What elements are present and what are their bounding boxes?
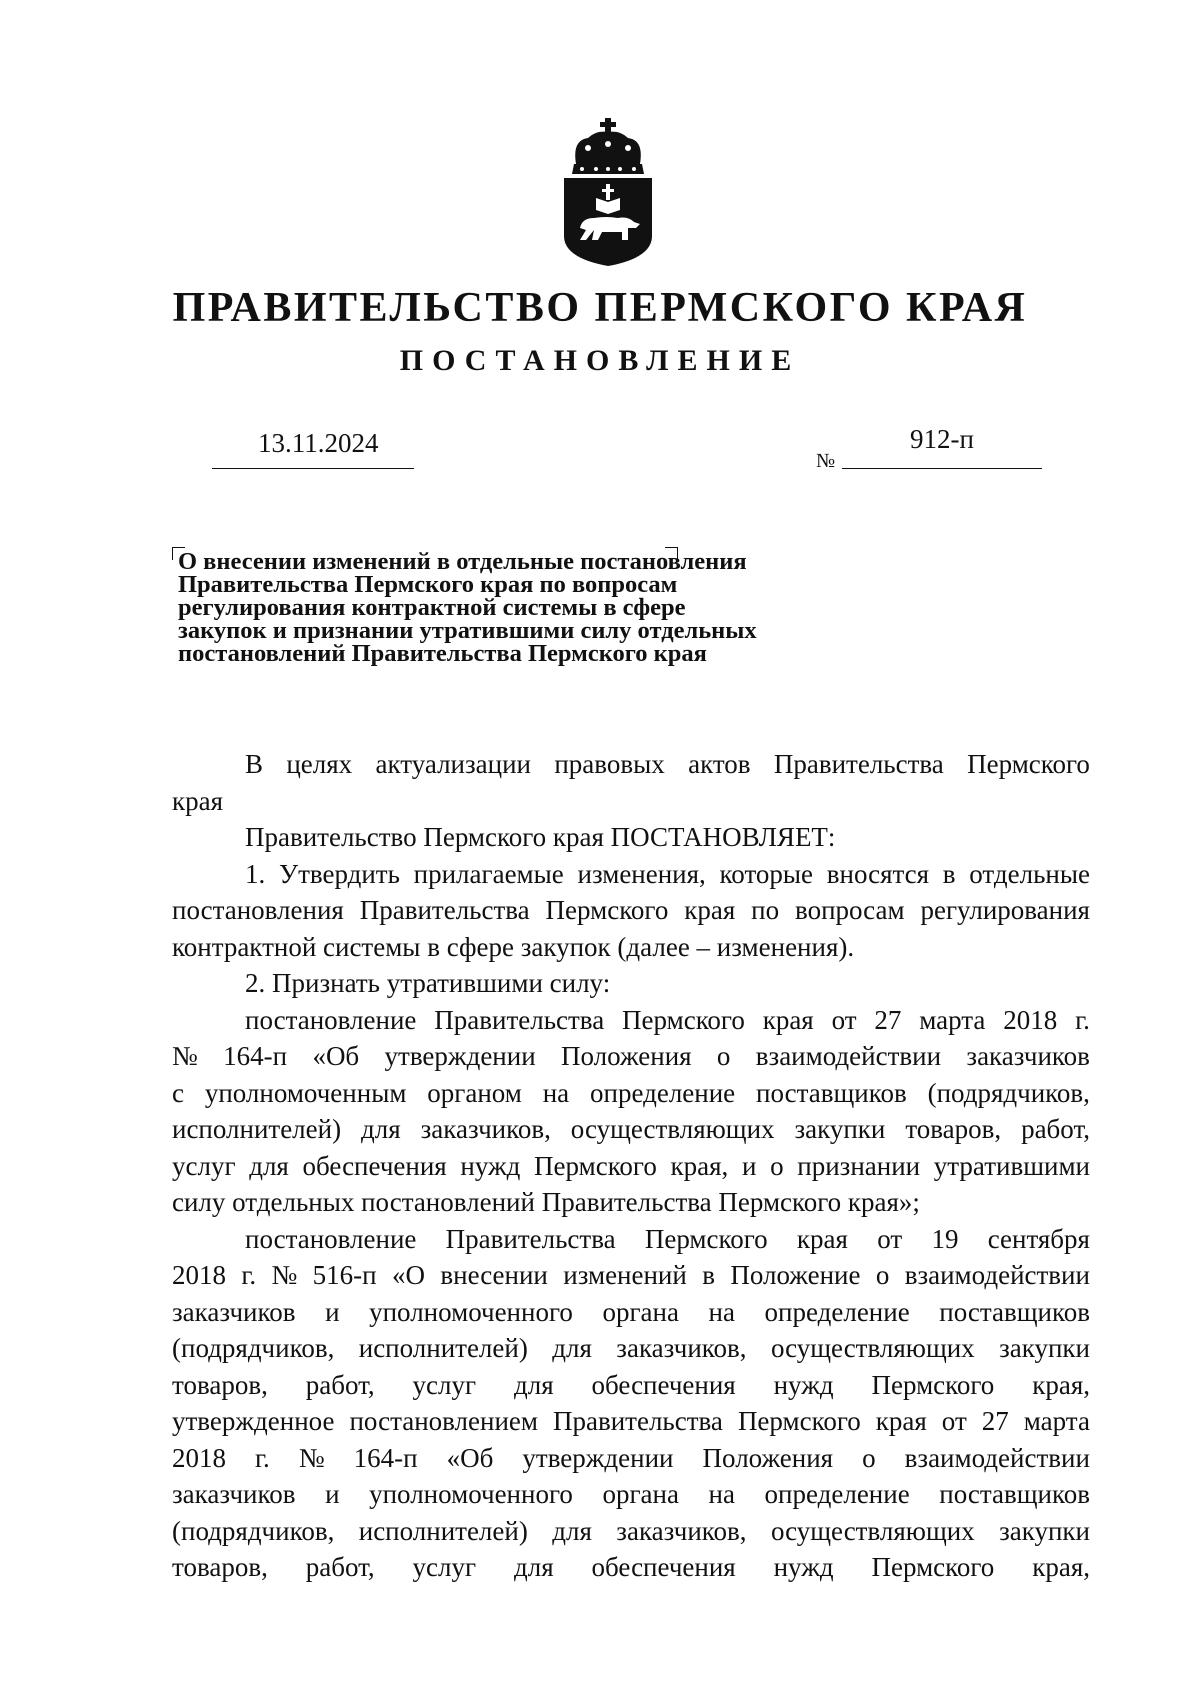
body-word: актов xyxy=(688,749,751,779)
body-word: регулирования xyxy=(920,895,1090,925)
body-word: нужд xyxy=(773,1552,834,1582)
body-word: целях xyxy=(286,749,353,779)
document-date: 13.11.2024 xyxy=(258,428,379,458)
body-line xyxy=(172,746,1090,783)
body-word: работ, xyxy=(305,1552,375,1582)
body-word: изменений xyxy=(563,1260,687,1290)
body-line xyxy=(172,1221,1090,1258)
number-sign: № xyxy=(816,450,836,472)
body-word: товаров, xyxy=(172,1369,268,1400)
body-word: г. xyxy=(241,1260,257,1290)
body-word: определение xyxy=(764,1479,910,1509)
body-word: закупки xyxy=(999,1515,1090,1546)
body-word: Пермского xyxy=(967,749,1090,779)
body-line xyxy=(172,1148,1090,1185)
body-word: для xyxy=(513,1552,554,1582)
body-word: Утвердить xyxy=(278,858,400,889)
body-word: от xyxy=(831,1004,857,1035)
body-word: взаимодействии xyxy=(904,1260,1090,1290)
body-word: поставщиков xyxy=(756,1077,907,1108)
body-word: 164-п xyxy=(223,1041,288,1071)
document-body xyxy=(172,746,1090,1586)
body-word: на xyxy=(708,1479,735,1509)
body-word: постановлением xyxy=(349,1406,538,1436)
body-word: № xyxy=(172,1041,198,1071)
body-word: постановление xyxy=(245,1223,417,1254)
body-word: услуг xyxy=(412,1369,477,1400)
body-word: 27 xyxy=(981,1406,1009,1436)
body-word: постановление xyxy=(245,1004,417,1035)
body-word: Правительства xyxy=(773,749,944,779)
body-word: 2018 xyxy=(172,1260,226,1290)
body-word: заказчиков xyxy=(172,1479,296,1509)
body-word: края, xyxy=(1032,1552,1090,1582)
body-line: 2. Признать утратившими силу: xyxy=(245,968,611,998)
body-word: заказчиков, xyxy=(420,1114,551,1144)
body-word: марта xyxy=(919,1004,986,1035)
body-word: для xyxy=(513,1369,554,1400)
body-word: о xyxy=(862,1442,876,1473)
body-word: взаимодействии xyxy=(755,1041,942,1071)
body-word: отдельные xyxy=(969,858,1090,889)
body-word: исполнителей) xyxy=(172,1114,342,1144)
body-word: работ, xyxy=(1021,1114,1090,1144)
body-word: исполнителей) xyxy=(358,1515,528,1546)
body-word: прилагаемые xyxy=(413,858,564,889)
body-word: Пермского xyxy=(644,1223,768,1254)
body-word: поставщиков xyxy=(939,1479,1090,1509)
body-word: 516-п xyxy=(312,1260,377,1290)
body-word: органом xyxy=(427,1077,522,1108)
body-word: края, xyxy=(1032,1369,1090,1400)
date-underline xyxy=(212,468,414,469)
body-word: В xyxy=(245,749,264,779)
body-line xyxy=(172,1111,1090,1148)
subject-line: постановлений Правительства Пермского края xyxy=(178,640,707,667)
body-word: закупки xyxy=(999,1333,1090,1363)
body-word: «О xyxy=(392,1260,425,1290)
body-word: Правительства xyxy=(445,1223,616,1254)
body-word: Пермского xyxy=(534,1150,657,1181)
body-word: по xyxy=(751,895,780,925)
body-line xyxy=(172,1476,1090,1513)
body-word: утверждении xyxy=(522,1442,674,1473)
body-word: уполномоченного xyxy=(369,1479,573,1509)
body-line xyxy=(172,856,1090,893)
body-word: для xyxy=(249,1150,289,1181)
body-word: заказчиков xyxy=(966,1041,1090,1071)
perm-krai-coat-of-arms-icon xyxy=(558,118,658,268)
body-word: осуществляющих xyxy=(570,1114,775,1144)
body-word: внесении xyxy=(440,1260,548,1290)
body-line xyxy=(172,1257,1090,1294)
body-word: Пермского xyxy=(871,1552,995,1582)
body-word: обеспечения xyxy=(591,1369,736,1400)
body-word: органа xyxy=(602,1479,679,1509)
body-word: 27 xyxy=(874,1004,902,1035)
body-word: и xyxy=(325,1296,340,1327)
body-word: (подрядчиков, xyxy=(172,1515,335,1546)
body-word: края, xyxy=(670,1150,729,1181)
body-word: № xyxy=(271,1260,298,1290)
body-word: исполнителей) xyxy=(358,1333,528,1363)
body-word: «Об xyxy=(312,1041,360,1071)
body-word: (подрядчиков, xyxy=(927,1077,1090,1108)
body-word: Пермского xyxy=(871,1369,995,1400)
body-word: осуществляющих xyxy=(770,1333,975,1363)
body-line xyxy=(172,1002,1090,1039)
body-word: обеспечения xyxy=(302,1150,447,1181)
body-line: контрактной системы в сфере закупок (далее – изменения). xyxy=(172,931,855,962)
body-word: края xyxy=(762,1004,814,1035)
subject-line: О внесении изменений в отдельные постановления xyxy=(178,548,747,575)
body-word: г. xyxy=(255,1442,270,1473)
body-word: определение xyxy=(764,1296,910,1327)
body-word: уполномоченного xyxy=(369,1296,573,1327)
body-line: силу отдельных постановлений Правительства Пермского края»; xyxy=(172,1187,920,1217)
body-word: от xyxy=(877,1223,903,1254)
document-subject xyxy=(178,550,878,665)
body-word: 1. xyxy=(245,858,266,889)
body-word: услуг xyxy=(412,1552,477,1582)
number-underline xyxy=(842,468,1042,469)
body-word: на xyxy=(542,1077,570,1108)
body-word: 164-п xyxy=(353,1442,418,1473)
body-word: Положения xyxy=(561,1041,692,1071)
body-word: осуществляющих xyxy=(770,1515,975,1546)
body-word: с xyxy=(172,1077,184,1108)
body-word: о xyxy=(770,1150,784,1181)
body-word: на xyxy=(708,1296,735,1327)
body-line xyxy=(172,1440,1090,1477)
body-word: закупки xyxy=(794,1114,886,1144)
body-word: края xyxy=(875,1406,927,1436)
body-word: края xyxy=(796,1223,848,1254)
body-word: вносятся xyxy=(826,858,930,889)
body-word: в xyxy=(702,1260,715,1290)
body-word: о xyxy=(875,1260,890,1290)
body-word: и xyxy=(741,1150,757,1181)
body-line xyxy=(172,892,1090,929)
body-word: и xyxy=(325,1479,340,1509)
government-title: ПРАВИТЕЛЬСТВО ПЕРМСКОГО КРАЯ xyxy=(172,285,1028,331)
body-word: Правительства xyxy=(434,1004,605,1035)
body-word: услуг xyxy=(172,1150,236,1181)
body-word: нужд xyxy=(773,1369,834,1400)
body-line xyxy=(172,1549,1090,1586)
body-word: взаимодействии xyxy=(904,1442,1090,1473)
body-word: Правительства xyxy=(553,1406,723,1436)
body-line xyxy=(172,1038,1090,1075)
body-word: товаров, xyxy=(905,1114,1002,1144)
body-word: для xyxy=(552,1333,592,1363)
document-number: 912-п xyxy=(910,424,974,454)
body-line: края xyxy=(172,785,224,816)
body-line xyxy=(172,1330,1090,1367)
body-word: заказчиков, xyxy=(616,1515,747,1546)
body-word: Положения xyxy=(702,1442,834,1473)
body-word: определение xyxy=(590,1077,736,1108)
body-word: 19 xyxy=(931,1223,959,1254)
body-word: края xyxy=(684,895,736,925)
body-word: для xyxy=(361,1114,401,1144)
body-line xyxy=(172,1294,1090,1331)
body-word: работ, xyxy=(305,1369,375,1400)
body-word: от xyxy=(941,1406,967,1436)
subject-line: Правительства Пермского края по вопросам xyxy=(178,571,678,598)
body-word: заказчиков xyxy=(172,1296,296,1327)
body-word: о xyxy=(716,1041,731,1071)
body-word: Правительства xyxy=(359,895,530,925)
body-word: актуализации xyxy=(375,749,532,779)
body-word: Пермского xyxy=(737,1406,861,1436)
body-word: уполномоченным xyxy=(204,1077,407,1108)
body-word: изменения, xyxy=(577,858,706,889)
body-word: г. xyxy=(1075,1004,1090,1035)
body-line xyxy=(172,1403,1090,1440)
body-word: утверждении xyxy=(384,1041,536,1071)
body-word: обеспечения xyxy=(591,1552,736,1582)
body-line xyxy=(172,1075,1090,1112)
body-word: нужд xyxy=(460,1150,521,1181)
body-word: заказчиков, xyxy=(616,1333,747,1363)
body-line: Правительство Пермского края ПОСТАНОВЛЯЕТ: xyxy=(245,822,836,852)
body-word: 2018 xyxy=(1003,1004,1058,1035)
subject-line: регулирования контрактной системы в сфере xyxy=(178,594,686,621)
body-word: сентября xyxy=(987,1223,1090,1254)
body-word: марта xyxy=(1023,1406,1090,1436)
body-word: № xyxy=(298,1442,325,1473)
body-word: которые xyxy=(719,858,814,889)
body-word: поставщиков xyxy=(939,1296,1090,1327)
body-word: признании xyxy=(797,1150,921,1181)
body-word: утвержденное xyxy=(172,1406,335,1436)
body-word: для xyxy=(552,1515,592,1546)
body-word: постановления xyxy=(172,895,344,925)
body-word: утратившими xyxy=(933,1150,1090,1181)
body-word: в xyxy=(942,858,956,889)
body-word: Пермского xyxy=(622,1004,745,1035)
body-word: правовых xyxy=(554,749,665,779)
body-line xyxy=(172,1367,1090,1404)
body-word: 2018 xyxy=(172,1442,226,1473)
document-type-title: ПОСТАНОВЛЕНИЕ xyxy=(399,344,801,377)
body-word: (подрядчиков, xyxy=(172,1333,335,1363)
subject-line: закупок и признании утратившими силу отдельных xyxy=(178,617,757,644)
body-word: Положение xyxy=(730,1260,861,1290)
body-word: товаров, xyxy=(172,1552,268,1582)
body-word: «Об xyxy=(446,1442,494,1473)
body-line xyxy=(172,1513,1090,1550)
body-word: Пермского xyxy=(545,895,669,925)
body-word: органа xyxy=(602,1296,679,1327)
body-word: вопросам xyxy=(795,895,905,925)
